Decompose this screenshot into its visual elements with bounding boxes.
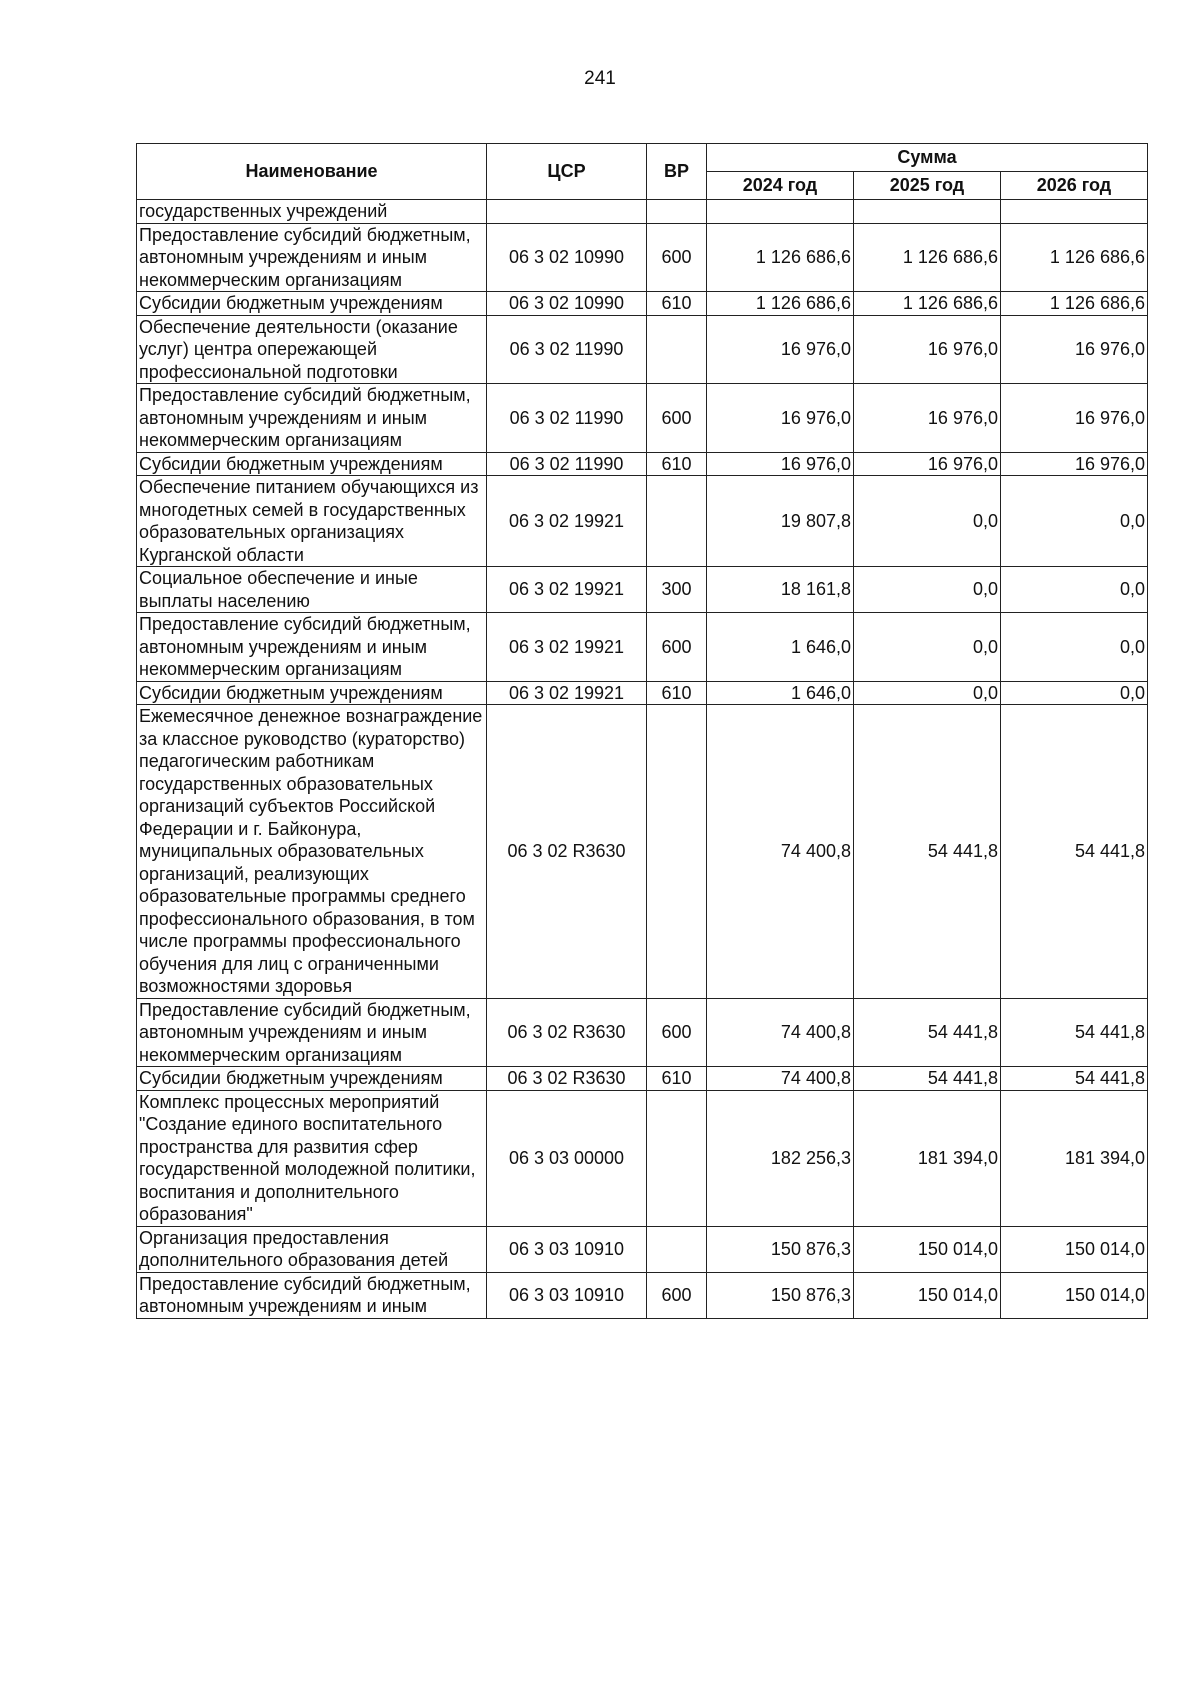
cell-vr: 600 <box>647 384 707 453</box>
cell-csr: 06 3 02 19921 <box>487 476 647 567</box>
cell-name: государственных учреждений <box>137 200 487 224</box>
cell-csr: 06 3 02 10990 <box>487 292 647 316</box>
header-name: Наименование <box>137 144 487 200</box>
table-row <box>137 1090 1148 1226</box>
cell-vr <box>647 705 707 999</box>
cell-csr: 06 3 02 11990 <box>487 452 647 476</box>
cell-y2025: 0,0 <box>854 567 1001 613</box>
cell-name: Комплекс процессных мероприятий "Создание единого воспитательного пространства для развития сфер государственной молодежной политики, воспитания и дополнительного образования" <box>137 1090 487 1226</box>
cell-csr: 06 3 02 R3630 <box>487 705 647 999</box>
cell-name: Обеспечение деятельности (оказание услуг) центра опережающей профессиональной подготовки <box>137 315 487 384</box>
cell-name: Предоставление субсидий бюджетным, автономным учреждениям и иным некоммерческим организациям <box>137 223 487 292</box>
cell-y2026: 0,0 <box>1001 681 1148 705</box>
cell-y2025: 181 394,0 <box>854 1090 1001 1226</box>
cell-y2026: 181 394,0 <box>1001 1090 1148 1226</box>
cell-vr <box>647 200 707 224</box>
cell-y2026: 54 441,8 <box>1001 998 1148 1067</box>
table-header <box>137 144 1148 200</box>
cell-name: Субсидии бюджетным учреждениям <box>137 452 487 476</box>
cell-y2024: 74 400,8 <box>707 998 854 1067</box>
table-row <box>137 1226 1148 1272</box>
cell-name: Предоставление субсидий бюджетным, автономным учреждениям и иным <box>137 1272 487 1318</box>
cell-vr: 610 <box>647 452 707 476</box>
cell-name: Субсидии бюджетным учреждениям <box>137 681 487 705</box>
cell-vr: 600 <box>647 998 707 1067</box>
cell-y2025: 16 976,0 <box>854 384 1001 453</box>
cell-name: Организация предоставления дополнительного образования детей <box>137 1226 487 1272</box>
table-row <box>137 476 1148 567</box>
cell-csr: 06 3 02 R3630 <box>487 998 647 1067</box>
cell-vr: 300 <box>647 567 707 613</box>
cell-csr: 06 3 02 11990 <box>487 384 647 453</box>
cell-vr: 610 <box>647 292 707 316</box>
cell-csr: 06 3 02 19921 <box>487 613 647 682</box>
cell-y2025: 0,0 <box>854 476 1001 567</box>
cell-vr: 600 <box>647 613 707 682</box>
cell-y2025: 150 014,0 <box>854 1272 1001 1318</box>
cell-y2024: 16 976,0 <box>707 315 854 384</box>
header-year-2024: 2024 год <box>707 172 854 200</box>
cell-csr: 06 3 02 R3630 <box>487 1067 647 1091</box>
cell-y2025: 54 441,8 <box>854 705 1001 999</box>
cell-csr: 06 3 02 10990 <box>487 223 647 292</box>
cell-vr: 600 <box>647 1272 707 1318</box>
table-row <box>137 1067 1148 1091</box>
cell-y2026: 54 441,8 <box>1001 705 1148 999</box>
cell-y2026: 150 014,0 <box>1001 1272 1148 1318</box>
cell-name: Предоставление субсидий бюджетным, автономным учреждениям и иным некоммерческим организациям <box>137 613 487 682</box>
cell-y2024: 19 807,8 <box>707 476 854 567</box>
cell-vr <box>647 1226 707 1272</box>
cell-y2024: 74 400,8 <box>707 705 854 999</box>
table-row <box>137 998 1148 1067</box>
table-body <box>137 200 1148 1319</box>
header-year-2025: 2025 год <box>854 172 1001 200</box>
cell-name: Социальное обеспечение и иные выплаты населению <box>137 567 487 613</box>
cell-y2026: 150 014,0 <box>1001 1226 1148 1272</box>
cell-y2025: 150 014,0 <box>854 1226 1001 1272</box>
cell-csr <box>487 200 647 224</box>
cell-y2024 <box>707 200 854 224</box>
cell-y2025: 1 126 686,6 <box>854 223 1001 292</box>
header-vr: ВР <box>647 144 707 200</box>
table-row <box>137 384 1148 453</box>
cell-y2024: 1 646,0 <box>707 613 854 682</box>
cell-vr: 610 <box>647 1067 707 1091</box>
cell-name: Субсидии бюджетным учреждениям <box>137 292 487 316</box>
cell-csr: 06 3 02 19921 <box>487 567 647 613</box>
header-csr: ЦСР <box>487 144 647 200</box>
cell-y2026: 1 126 686,6 <box>1001 223 1148 292</box>
table-row <box>137 567 1148 613</box>
cell-y2024: 1 126 686,6 <box>707 223 854 292</box>
cell-vr <box>647 1090 707 1226</box>
table-row <box>137 613 1148 682</box>
cell-y2024: 16 976,0 <box>707 452 854 476</box>
cell-y2026: 0,0 <box>1001 476 1148 567</box>
table-row <box>137 1272 1148 1318</box>
cell-name: Обеспечение питанием обучающихся из многодетных семей в государственных образовательных организациях Курганской области <box>137 476 487 567</box>
table-row <box>137 315 1148 384</box>
cell-y2026: 54 441,8 <box>1001 1067 1148 1091</box>
cell-y2026: 16 976,0 <box>1001 384 1148 453</box>
table-row <box>137 705 1148 999</box>
cell-y2024: 16 976,0 <box>707 384 854 453</box>
header-sum: Сумма <box>707 144 1148 172</box>
cell-vr <box>647 476 707 567</box>
cell-y2025: 54 441,8 <box>854 1067 1001 1091</box>
cell-y2025: 0,0 <box>854 613 1001 682</box>
cell-csr: 06 3 03 10910 <box>487 1272 647 1318</box>
cell-vr <box>647 315 707 384</box>
table-row <box>137 292 1148 316</box>
cell-name: Ежемесячное денежное вознаграждение за классное руководство (кураторство) педагогическим работникам государственных образовательных организаций субъектов Российской Федерации и г. Байконура, муниципальных образовательных организаций, реализующих образовательные программы среднего профессионального образования, в том числе программы профессионального обучения для лиц с ограниченными возможностями здоровья <box>137 705 487 999</box>
cell-y2025: 0,0 <box>854 681 1001 705</box>
page-number: 241 <box>584 68 616 89</box>
cell-name: Субсидии бюджетным учреждениям <box>137 1067 487 1091</box>
table-row <box>137 452 1148 476</box>
cell-y2024: 1 646,0 <box>707 681 854 705</box>
cell-y2026: 0,0 <box>1001 567 1148 613</box>
cell-csr: 06 3 02 19921 <box>487 681 647 705</box>
cell-vr: 600 <box>647 223 707 292</box>
cell-vr: 610 <box>647 681 707 705</box>
cell-csr: 06 3 02 11990 <box>487 315 647 384</box>
cell-y2024: 74 400,8 <box>707 1067 854 1091</box>
budget-table <box>136 143 1148 1319</box>
cell-csr: 06 3 03 10910 <box>487 1226 647 1272</box>
cell-y2026: 16 976,0 <box>1001 315 1148 384</box>
cell-y2024: 150 876,3 <box>707 1272 854 1318</box>
cell-y2026: 16 976,0 <box>1001 452 1148 476</box>
cell-y2026 <box>1001 200 1148 224</box>
cell-csr: 06 3 03 00000 <box>487 1090 647 1226</box>
cell-y2024: 18 161,8 <box>707 567 854 613</box>
cell-y2024: 150 876,3 <box>707 1226 854 1272</box>
cell-name: Предоставление субсидий бюджетным, автономным учреждениям и иным некоммерческим организациям <box>137 384 487 453</box>
table-row <box>137 200 1148 224</box>
cell-y2025: 1 126 686,6 <box>854 292 1001 316</box>
cell-y2026: 1 126 686,6 <box>1001 292 1148 316</box>
cell-y2026: 0,0 <box>1001 613 1148 682</box>
cell-y2025: 54 441,8 <box>854 998 1001 1067</box>
cell-y2025: 16 976,0 <box>854 452 1001 476</box>
cell-y2024: 182 256,3 <box>707 1090 854 1226</box>
cell-y2024: 1 126 686,6 <box>707 292 854 316</box>
cell-y2025 <box>854 200 1001 224</box>
cell-name: Предоставление субсидий бюджетным, автономным учреждениям и иным некоммерческим организациям <box>137 998 487 1067</box>
header-year-2026: 2026 год <box>1001 172 1148 200</box>
table-row <box>137 223 1148 292</box>
cell-y2025: 16 976,0 <box>854 315 1001 384</box>
table-row <box>137 681 1148 705</box>
